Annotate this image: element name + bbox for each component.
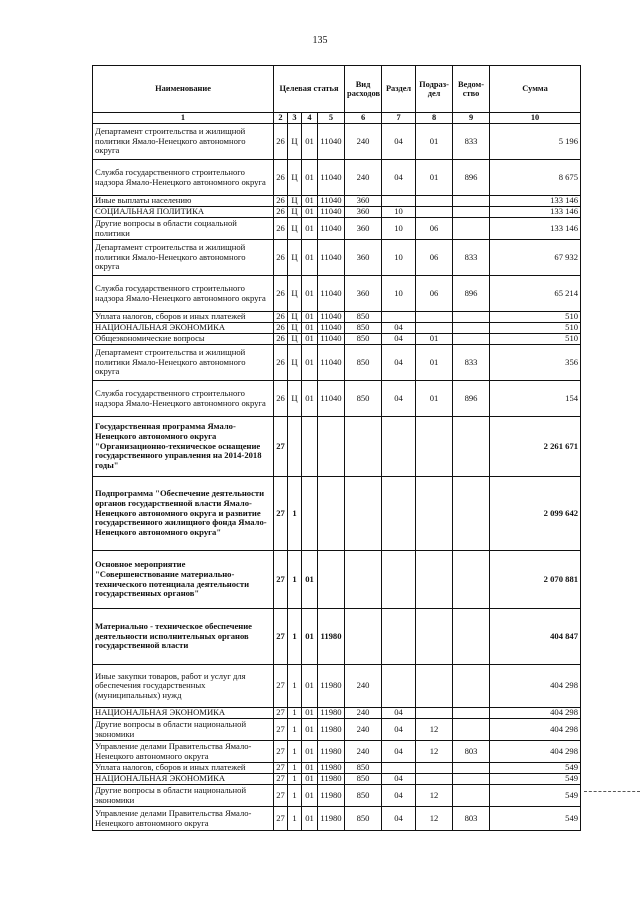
expense-type-cell: 850 — [345, 323, 382, 334]
column-number-row — [93, 113, 581, 124]
subsection-cell: 12 — [416, 741, 453, 763]
sum-cell: 404 298 — [490, 708, 581, 719]
target-code-sub: Ц — [288, 276, 302, 312]
target-code-sub: Ц — [288, 160, 302, 196]
header-sum: Сумма — [490, 66, 581, 113]
column-number: 4 — [302, 113, 318, 124]
target-code-program: 26 — [274, 196, 288, 207]
target-code-sub: Ц — [288, 323, 302, 334]
sum-cell: 2 070 881 — [490, 551, 581, 609]
target-code-sub: 1 — [288, 719, 302, 741]
table-row — [93, 708, 581, 719]
target-code-direction: 11040 — [318, 218, 345, 240]
target-code-direction: 11040 — [318, 334, 345, 345]
expense-type-cell: 850 — [345, 763, 382, 774]
header-department: Ведом-ство — [453, 66, 490, 113]
target-code-event: 01 — [302, 196, 318, 207]
section-cell — [382, 196, 416, 207]
expense-type-cell: 850 — [345, 312, 382, 323]
expense-type-cell: 850 — [345, 785, 382, 807]
subsection-cell: 06 — [416, 218, 453, 240]
expense-type-cell: 240 — [345, 160, 382, 196]
table-row — [93, 609, 581, 665]
column-number: 1 — [93, 113, 274, 124]
target-code-event: 01 — [302, 240, 318, 276]
target-code-program: 26 — [274, 345, 288, 381]
header-expense-type: Вид расходов — [345, 66, 382, 113]
subsection-cell — [416, 665, 453, 708]
target-code-sub: 1 — [288, 807, 302, 831]
table-row — [93, 124, 581, 160]
subsection-cell — [416, 774, 453, 785]
target-code-sub: Ц — [288, 124, 302, 160]
table-row — [93, 477, 581, 551]
table-row — [93, 774, 581, 785]
target-code-sub: Ц — [288, 240, 302, 276]
sum-cell: 5 196 — [490, 124, 581, 160]
subsection-cell: 12 — [416, 785, 453, 807]
expense-type-cell: 850 — [345, 774, 382, 785]
subsection-cell: 12 — [416, 719, 453, 741]
target-code-sub: Ц — [288, 312, 302, 323]
scan-artifact-line — [584, 791, 640, 792]
section-cell — [382, 665, 416, 708]
subsection-cell: 01 — [416, 345, 453, 381]
sum-cell: 549 — [490, 807, 581, 831]
subsection-cell — [416, 763, 453, 774]
section-cell: 04 — [382, 323, 416, 334]
target-code-sub: 1 — [288, 785, 302, 807]
table-row — [93, 551, 581, 609]
column-number: 6 — [345, 113, 382, 124]
row-name: Управление делами Правительства Ямало-Ненецкого автономного округа — [93, 741, 274, 763]
budget-table — [92, 65, 581, 831]
target-code-program: 27 — [274, 708, 288, 719]
table-row — [93, 345, 581, 381]
target-code-direction: 11040 — [318, 381, 345, 417]
table-row — [93, 417, 581, 477]
target-code-event: 01 — [302, 334, 318, 345]
target-code-sub: 1 — [288, 609, 302, 665]
subsection-cell: 01 — [416, 334, 453, 345]
sum-cell: 404 298 — [490, 741, 581, 763]
expense-type-cell: 850 — [345, 381, 382, 417]
section-cell: 04 — [382, 334, 416, 345]
target-code-direction: 11040 — [318, 196, 345, 207]
department-cell — [453, 218, 490, 240]
row-name: Служба государственного строительного надзора Ямало-Ненецкого автономного округа — [93, 381, 274, 417]
section-cell — [382, 551, 416, 609]
row-name: Управление делами Правительства Ямало-Ненецкого автономного округа — [93, 807, 274, 831]
section-cell: 10 — [382, 218, 416, 240]
section-cell: 04 — [382, 160, 416, 196]
target-code-direction: 11980 — [318, 774, 345, 785]
table-row — [93, 207, 581, 218]
table-row — [93, 276, 581, 312]
expense-type-cell: 850 — [345, 334, 382, 345]
department-cell: 833 — [453, 124, 490, 160]
target-code-program: 26 — [274, 160, 288, 196]
target-code-program: 27 — [274, 417, 288, 477]
target-code-event — [302, 477, 318, 551]
subsection-cell: 01 — [416, 160, 453, 196]
target-code-direction: 11040 — [318, 323, 345, 334]
target-code-program: 27 — [274, 551, 288, 609]
expense-type-cell: 240 — [345, 719, 382, 741]
target-code-sub: Ц — [288, 381, 302, 417]
row-name: Департамент строительства и жилищной политики Ямало-Ненецкого автономного округа — [93, 124, 274, 160]
section-cell: 04 — [382, 124, 416, 160]
department-cell — [453, 665, 490, 708]
department-cell: 896 — [453, 381, 490, 417]
target-code-direction: 11040 — [318, 240, 345, 276]
row-name: Другие вопросы в области социальной политики — [93, 218, 274, 240]
sum-cell: 356 — [490, 345, 581, 381]
sum-cell: 133 146 — [490, 207, 581, 218]
target-code-direction: 11040 — [318, 312, 345, 323]
table-body — [93, 124, 581, 831]
target-code-sub — [288, 417, 302, 477]
subsection-cell — [416, 312, 453, 323]
header-section: Раздел — [382, 66, 416, 113]
target-code-event: 01 — [302, 218, 318, 240]
target-code-event: 01 — [302, 551, 318, 609]
section-cell: 10 — [382, 276, 416, 312]
target-code-program: 27 — [274, 785, 288, 807]
sum-cell: 510 — [490, 312, 581, 323]
subsection-cell — [416, 609, 453, 665]
expense-type-cell — [345, 609, 382, 665]
header-subsection: Подраз-дел — [416, 66, 453, 113]
target-code-sub: 1 — [288, 551, 302, 609]
table-row — [93, 312, 581, 323]
sum-cell: 65 214 — [490, 276, 581, 312]
target-code-event: 01 — [302, 719, 318, 741]
column-number: 7 — [382, 113, 416, 124]
target-code-sub: 1 — [288, 763, 302, 774]
department-cell — [453, 417, 490, 477]
target-code-event: 01 — [302, 774, 318, 785]
department-cell — [453, 196, 490, 207]
target-code-direction: 11980 — [318, 708, 345, 719]
department-cell — [453, 774, 490, 785]
expense-type-cell: 360 — [345, 207, 382, 218]
table-row — [93, 334, 581, 345]
target-code-event: 01 — [302, 160, 318, 196]
target-code-sub: 1 — [288, 665, 302, 708]
department-cell — [453, 477, 490, 551]
target-code-direction — [318, 477, 345, 551]
target-code-program: 26 — [274, 276, 288, 312]
row-name: Департамент строительства и жилищной политики Ямало-Ненецкого автономного округа — [93, 345, 274, 381]
department-cell — [453, 323, 490, 334]
expense-type-cell: 240 — [345, 741, 382, 763]
target-code-event: 01 — [302, 665, 318, 708]
target-code-direction: 11980 — [318, 807, 345, 831]
target-code-program: 27 — [274, 774, 288, 785]
section-cell — [382, 609, 416, 665]
target-code-sub: 1 — [288, 741, 302, 763]
sum-cell: 154 — [490, 381, 581, 417]
department-cell — [453, 312, 490, 323]
row-name: Основное мероприятие "Совершенствование материально-технического потенциала деятельности государственных органов" — [93, 551, 274, 609]
expense-type-cell: 850 — [345, 807, 382, 831]
row-name: Служба государственного строительного надзора Ямало-Ненецкого автономного округа — [93, 276, 274, 312]
target-code-event: 01 — [302, 741, 318, 763]
column-number: 8 — [416, 113, 453, 124]
department-cell: 803 — [453, 741, 490, 763]
target-code-sub: 1 — [288, 708, 302, 719]
target-code-event: 01 — [302, 323, 318, 334]
target-code-direction: 11040 — [318, 276, 345, 312]
subsection-cell — [416, 477, 453, 551]
department-cell: 803 — [453, 807, 490, 831]
sum-cell: 133 146 — [490, 196, 581, 207]
target-code-direction: 11040 — [318, 207, 345, 218]
expense-type-cell — [345, 551, 382, 609]
sum-cell: 549 — [490, 763, 581, 774]
target-code-sub: Ц — [288, 218, 302, 240]
expense-type-cell: 360 — [345, 218, 382, 240]
target-code-program: 26 — [274, 124, 288, 160]
subsection-cell: 06 — [416, 240, 453, 276]
row-name: Иные закупки товаров, работ и услуг для обеспечения государственных (муниципальных) нужд — [93, 665, 274, 708]
expense-type-cell: 360 — [345, 276, 382, 312]
target-code-event: 01 — [302, 312, 318, 323]
row-name: Департамент строительства и жилищной политики Ямало-Ненецкого автономного округа — [93, 240, 274, 276]
expense-type-cell: 850 — [345, 345, 382, 381]
target-code-sub: Ц — [288, 196, 302, 207]
target-code-direction: 11040 — [318, 345, 345, 381]
target-code-event: 01 — [302, 207, 318, 218]
sum-cell: 549 — [490, 774, 581, 785]
column-number: 2 — [274, 113, 288, 124]
sum-cell: 510 — [490, 334, 581, 345]
section-cell: 04 — [382, 381, 416, 417]
sum-cell: 510 — [490, 323, 581, 334]
row-name: Другие вопросы в области национальной экономики — [93, 785, 274, 807]
target-code-program: 27 — [274, 477, 288, 551]
target-code-sub: Ц — [288, 345, 302, 381]
table-row — [93, 218, 581, 240]
table-row — [93, 323, 581, 334]
target-code-event: 01 — [302, 785, 318, 807]
target-code-sub: 1 — [288, 774, 302, 785]
row-name: Иные выплаты населению — [93, 196, 274, 207]
subsection-cell — [416, 708, 453, 719]
target-code-sub: Ц — [288, 207, 302, 218]
row-name: НАЦИОНАЛЬНАЯ ЭКОНОМИКА — [93, 708, 274, 719]
section-cell: 10 — [382, 240, 416, 276]
target-code-program: 27 — [274, 609, 288, 665]
expense-type-cell: 240 — [345, 124, 382, 160]
expense-type-cell — [345, 477, 382, 551]
sum-cell: 549 — [490, 785, 581, 807]
section-cell — [382, 763, 416, 774]
target-code-event: 01 — [302, 276, 318, 312]
table-row — [93, 381, 581, 417]
target-code-program: 26 — [274, 381, 288, 417]
target-code-direction: 11040 — [318, 160, 345, 196]
target-code-direction — [318, 417, 345, 477]
department-cell — [453, 609, 490, 665]
row-name: Государственная программа Ямало-Ненецкого автономного округа "Организационно-техническое оснащение государственного управления на 2014-2018 годы" — [93, 417, 274, 477]
table-row — [93, 763, 581, 774]
expense-type-cell: 360 — [345, 240, 382, 276]
target-code-program: 27 — [274, 741, 288, 763]
row-name: СОЦИАЛЬНАЯ ПОЛИТИКА — [93, 207, 274, 218]
row-name: Общеэкономические вопросы — [93, 334, 274, 345]
section-cell — [382, 417, 416, 477]
column-number: 10 — [490, 113, 581, 124]
section-cell: 04 — [382, 719, 416, 741]
sum-cell: 67 932 — [490, 240, 581, 276]
section-cell: 04 — [382, 774, 416, 785]
target-code-sub: Ц — [288, 334, 302, 345]
target-code-program: 26 — [274, 218, 288, 240]
section-cell: 04 — [382, 807, 416, 831]
department-cell: 896 — [453, 160, 490, 196]
section-cell: 04 — [382, 345, 416, 381]
column-number: 5 — [318, 113, 345, 124]
subsection-cell: 12 — [416, 807, 453, 831]
target-code-event: 01 — [302, 124, 318, 160]
department-cell: 833 — [453, 240, 490, 276]
target-code-program: 26 — [274, 312, 288, 323]
sum-cell: 404 298 — [490, 719, 581, 741]
target-code-program: 26 — [274, 323, 288, 334]
header-row — [93, 66, 581, 113]
column-number: 9 — [453, 113, 490, 124]
subsection-cell — [416, 207, 453, 218]
header-target-article: Целевая статья — [274, 66, 345, 113]
department-cell — [453, 763, 490, 774]
target-code-sub: 1 — [288, 477, 302, 551]
section-cell — [382, 312, 416, 323]
table-row — [93, 665, 581, 708]
subsection-cell: 01 — [416, 381, 453, 417]
target-code-program: 26 — [274, 207, 288, 218]
target-code-event — [302, 417, 318, 477]
section-cell: 04 — [382, 708, 416, 719]
sum-cell: 133 146 — [490, 218, 581, 240]
section-cell — [382, 477, 416, 551]
section-cell: 04 — [382, 741, 416, 763]
row-name: Подпрограмма "Обеспечение деятельности органов государственной власти Ямало-Ненецкого автономного округа и развитие государственного жилищного фонда Ямало-Ненецкого автономного округа" — [93, 477, 274, 551]
target-code-program: 27 — [274, 665, 288, 708]
subsection-cell: 01 — [416, 124, 453, 160]
target-code-direction — [318, 551, 345, 609]
target-code-program: 27 — [274, 719, 288, 741]
target-code-direction: 11980 — [318, 665, 345, 708]
target-code-direction: 11040 — [318, 124, 345, 160]
target-code-program: 26 — [274, 334, 288, 345]
row-name: Уплата налогов, сборов и иных платежей — [93, 312, 274, 323]
department-cell — [453, 785, 490, 807]
department-cell: 833 — [453, 345, 490, 381]
target-code-event: 01 — [302, 609, 318, 665]
subsection-cell — [416, 417, 453, 477]
target-code-direction: 11980 — [318, 609, 345, 665]
target-code-program: 27 — [274, 807, 288, 831]
table-row — [93, 785, 581, 807]
row-name: НАЦИОНАЛЬНАЯ ЭКОНОМИКА — [93, 323, 274, 334]
department-cell — [453, 334, 490, 345]
row-name: Служба государственного строительного надзора Ямало-Ненецкого автономного округа — [93, 160, 274, 196]
table-row — [93, 196, 581, 207]
row-name: НАЦИОНАЛЬНАЯ ЭКОНОМИКА — [93, 774, 274, 785]
table-row — [93, 807, 581, 831]
header-name: Наименование — [93, 66, 274, 113]
page-number: 135 — [312, 35, 328, 46]
sum-cell: 2 261 671 — [490, 417, 581, 477]
target-code-event: 01 — [302, 763, 318, 774]
table-row — [93, 719, 581, 741]
table-row — [93, 741, 581, 763]
sum-cell: 404 847 — [490, 609, 581, 665]
row-name: Другие вопросы в области национальной экономики — [93, 719, 274, 741]
target-code-direction: 11980 — [318, 741, 345, 763]
expense-type-cell — [345, 417, 382, 477]
department-cell: 896 — [453, 276, 490, 312]
subsection-cell — [416, 551, 453, 609]
subsection-cell — [416, 323, 453, 334]
department-cell — [453, 551, 490, 609]
column-number: 3 — [288, 113, 302, 124]
department-cell — [453, 207, 490, 218]
sum-cell: 8 675 — [490, 160, 581, 196]
target-code-event: 01 — [302, 345, 318, 381]
sum-cell: 404 298 — [490, 665, 581, 708]
row-name: Материально - техническое обеспечение деятельности исполнительных органов государственной власти — [93, 609, 274, 665]
row-name: Уплата налогов, сборов и иных платежей — [93, 763, 274, 774]
section-cell: 04 — [382, 785, 416, 807]
department-cell — [453, 708, 490, 719]
target-code-event: 01 — [302, 807, 318, 831]
subsection-cell: 06 — [416, 276, 453, 312]
expense-type-cell: 360 — [345, 196, 382, 207]
target-code-direction: 11980 — [318, 763, 345, 774]
table-row — [93, 240, 581, 276]
subsection-cell — [416, 196, 453, 207]
expense-type-cell: 240 — [345, 665, 382, 708]
target-code-program: 27 — [274, 763, 288, 774]
expense-type-cell: 240 — [345, 708, 382, 719]
department-cell — [453, 719, 490, 741]
target-code-event: 01 — [302, 708, 318, 719]
section-cell: 10 — [382, 207, 416, 218]
table-row — [93, 160, 581, 196]
target-code-direction: 11980 — [318, 719, 345, 741]
target-code-direction: 11980 — [318, 785, 345, 807]
target-code-event: 01 — [302, 381, 318, 417]
target-code-program: 26 — [274, 240, 288, 276]
sum-cell: 2 099 642 — [490, 477, 581, 551]
